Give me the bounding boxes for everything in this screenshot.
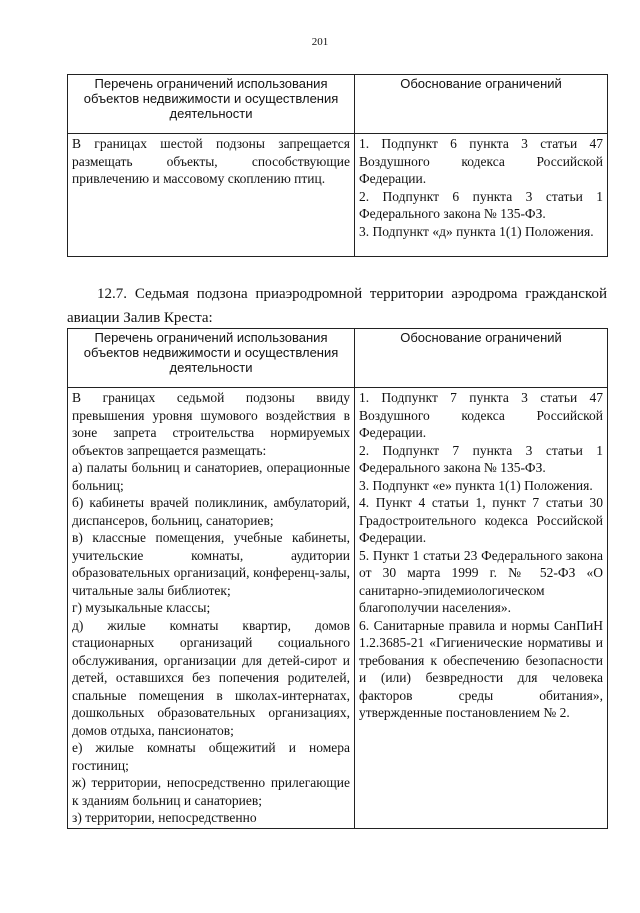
justification-cell — [355, 388, 608, 829]
justification-item: 1. Подпункт 7 пункта 3 статьи 47 Воздушного кодекса Российской Федерации. — [359, 390, 603, 440]
restriction-item: а) палаты больниц и санаториев, операционные больниц; — [72, 460, 350, 493]
restrictions-cell — [68, 134, 355, 257]
restrictions-table-subzone-7 — [67, 328, 608, 829]
section-heading-line-2: авиации Залив Креста: — [67, 310, 213, 326]
page-number: 201 — [311, 36, 329, 48]
table-header-row — [68, 329, 608, 388]
table-row — [68, 134, 608, 257]
justification-item: 3. Подпункт «д» пункта 1(1) Положения. — [359, 223, 594, 239]
restriction-item: д) жилые комнаты квартир, домов стационарных организаций социального обслуживания, организации для детей-сирот и детей, оставшихся без попечения родителей, спальные помещения в школах-интернатах, дошкольных образовательных организациях, домов отдыха, пансионатов; — [72, 617, 350, 738]
restriction-text: В границах шестой подзоны запрещается размещать объекты, способствующие привлечению и массовому скоплению птиц. — [72, 136, 350, 186]
justification-item: 3. Подпункт «е» пункта 1(1) Положения. — [359, 477, 593, 493]
justification-cell — [355, 134, 608, 257]
justification-item: 2. Подпункт 7 пункта 3 статьи 1 Федерального закона № 135-ФЗ. — [359, 442, 603, 475]
section-heading-line-1: 12.7. Седьмая подзона приаэродромной территории аэродрома гражданской — [97, 286, 607, 302]
table-header-row — [68, 75, 608, 134]
justification-item: 2. Подпункт 6 пункта 3 статьи 1 Федерального закона № 135-ФЗ. — [359, 188, 603, 221]
restrictions-table-subzone-6 — [67, 74, 608, 257]
restriction-item: ж) территории, непосредственно прилегающие к зданиям больниц и санаториев; — [72, 775, 350, 808]
restriction-item: в) классные помещения, учебные кабинеты, учительские комнаты, аудитории образовательных организаций, конференц-залы, читальные залы библиотек; — [72, 530, 350, 598]
header-justification: Обоснование ограничений — [355, 75, 608, 134]
header-justification: Обоснование ограничений — [355, 329, 608, 388]
header-restrictions-list: Перечень ограничений использования объектов недвижимости и осуществления деятельности — [68, 329, 355, 388]
restriction-item: г) музыкальные классы; — [72, 600, 211, 615]
restriction-item: з) территории, непосредственно — [72, 810, 257, 825]
justification-item: 6. Санитарные правила и нормы СанПиН 1.2.3685-21 «Гигиенические нормативы и требования к обеспечению безопасности и (или) безвредности для человека факторов среды обитания», утвержденные постановлением № 2. — [359, 617, 603, 720]
restriction-item: б) кабинеты врачей поликлиник, амбулаторий, диспансеров, больниц, санаториев; — [72, 495, 350, 528]
table-row — [68, 388, 608, 829]
justification-item: 5. Пункт 1 статьи 23 Федерального закона от 30 марта 1999 г. № 52-ФЗ «О санитарно-эпидемиологическом благополучии населения». — [359, 547, 603, 615]
justification-item: 4. Пункт 4 статьи 1, пункт 7 статьи 30 Градостроительного кодекса Российской Федерации. — [359, 495, 603, 545]
restriction-item: е) жилые комнаты общежитий и номера гостиниц; — [72, 740, 350, 773]
restrictions-cell — [68, 388, 355, 829]
header-restrictions-list: Перечень ограничений использования объектов недвижимости и осуществления деятельности — [68, 75, 355, 134]
restriction-item: В границах седьмой подзоны ввиду превышения уровня шумового воздействия в зоне запрета строительства нормируемых объектов запрещается размещать: — [72, 390, 350, 458]
justification-item: 1. Подпункт 6 пункта 3 статьи 47 Воздушного кодекса Российской Федерации. — [359, 136, 603, 186]
